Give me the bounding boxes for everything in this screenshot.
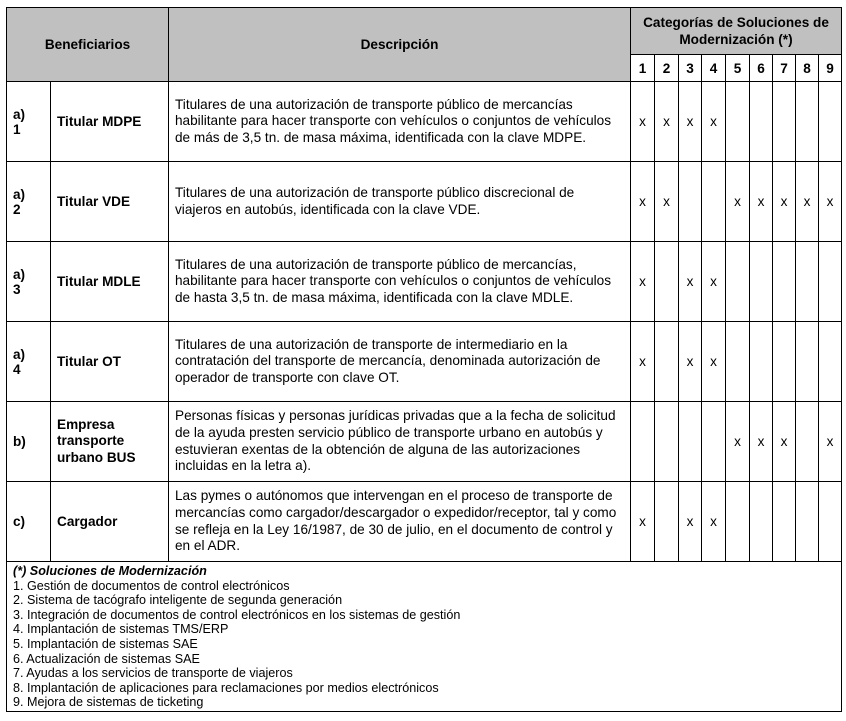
row-number: 4 bbox=[13, 361, 21, 377]
category-mark-3: x bbox=[679, 82, 702, 162]
beneficiary-description: Titulares de una autorización de transporte público de mercancías habilitante para hacer transporte con vehículos o conjuntos de vehículos de más de 3,5 tn. de masa máxima, identificada con la clave MDPE. bbox=[169, 82, 631, 162]
category-mark-8 bbox=[796, 482, 819, 562]
category-mark-9: x bbox=[819, 402, 842, 482]
category-mark-8 bbox=[796, 82, 819, 162]
category-mark-2: x bbox=[655, 162, 679, 242]
category-mark-5 bbox=[726, 482, 750, 562]
category-mark-3 bbox=[679, 402, 702, 482]
category-mark-4: x bbox=[702, 322, 726, 402]
header-descripcion: Descripción bbox=[169, 8, 631, 82]
category-mark-2: x bbox=[655, 82, 679, 162]
category-mark-9 bbox=[819, 322, 842, 402]
beneficiaries-table-document bbox=[6, 7, 842, 712]
note-item: 8. Implantación de aplicaciones para reclamaciones por medios electrónicos bbox=[13, 680, 439, 695]
notes-row bbox=[7, 562, 842, 712]
category-mark-7 bbox=[773, 242, 796, 322]
note-item: 9. Mejora de sistemas de ticketing bbox=[13, 695, 204, 710]
category-mark-2 bbox=[655, 242, 679, 322]
category-mark-6: x bbox=[750, 402, 773, 482]
header-categorias: Categorías de Soluciones de Modernización (*) bbox=[631, 8, 842, 55]
category-mark-1 bbox=[631, 402, 655, 482]
category-mark-6 bbox=[750, 482, 773, 562]
beneficiary-description: Titulares de una autorización de transporte público discrecional de viajeros en autobús, identificada con la clave VDE. bbox=[169, 162, 631, 242]
category-number-4: 4 bbox=[702, 55, 726, 82]
category-mark-1: x bbox=[631, 162, 655, 242]
row-label bbox=[7, 482, 51, 562]
category-number-6: 6 bbox=[750, 55, 773, 82]
beneficiary-description: Personas físicas y personas jurídicas privadas que a la fecha de solicitud de la ayuda presten servicio público de transporte urbano en autobús y estuvieran exentas de la obtención de alguna de las autorizaciones incluidas en la letra a). bbox=[169, 402, 631, 482]
note-item: 3. Integración de documentos de control electrónicos en los sistemas de gestión bbox=[13, 607, 461, 622]
category-mark-7 bbox=[773, 482, 796, 562]
category-number-3: 3 bbox=[679, 55, 702, 82]
row-number: 2 bbox=[13, 201, 21, 217]
category-mark-7 bbox=[773, 82, 796, 162]
category-mark-9 bbox=[819, 242, 842, 322]
row-label bbox=[7, 162, 51, 242]
note-item: 1. Gestión de documentos de control electrónicos bbox=[13, 578, 290, 593]
row-label bbox=[7, 242, 51, 322]
category-mark-8 bbox=[796, 402, 819, 482]
notes-cell bbox=[7, 562, 842, 712]
category-mark-8: x bbox=[796, 162, 819, 242]
category-mark-7: x bbox=[773, 402, 796, 482]
category-mark-5: x bbox=[726, 402, 750, 482]
row-label bbox=[7, 82, 51, 162]
category-mark-4 bbox=[702, 162, 726, 242]
category-mark-9 bbox=[819, 82, 842, 162]
category-mark-3: x bbox=[679, 322, 702, 402]
note-item: 2. Sistema de tacógrafo inteligente de segunda generación bbox=[13, 593, 343, 608]
category-number-9: 9 bbox=[819, 55, 842, 82]
table-row bbox=[7, 322, 842, 402]
beneficiary-name: Titular MDPE bbox=[51, 82, 169, 162]
category-mark-1: x bbox=[631, 322, 655, 402]
category-mark-6 bbox=[750, 82, 773, 162]
category-mark-3 bbox=[679, 162, 702, 242]
category-mark-5: x bbox=[726, 162, 750, 242]
beneficiary-description: Las pymes o autónomos que intervengan en el proceso de transporte de mercancías como cargador/descargador o expedidor/receptor, tal y como se refleja en la Ley 16/1987, de 30 de julio, en el documento de control y en el ADR. bbox=[169, 482, 631, 562]
note-item: 6. Actualización de sistemas SAE bbox=[13, 651, 200, 666]
category-mark-3: x bbox=[679, 242, 702, 322]
row-label bbox=[7, 322, 51, 402]
category-mark-4: x bbox=[702, 482, 726, 562]
notes-list bbox=[13, 579, 835, 710]
beneficiary-name: Cargador bbox=[51, 482, 169, 562]
row-number: 1 bbox=[13, 121, 21, 137]
table-row bbox=[7, 242, 842, 322]
header-beneficiarios: Beneficiarios bbox=[7, 8, 169, 82]
table-row bbox=[7, 402, 842, 482]
category-mark-5 bbox=[726, 322, 750, 402]
category-mark-4 bbox=[702, 402, 726, 482]
category-mark-8 bbox=[796, 242, 819, 322]
category-number-5: 5 bbox=[726, 55, 750, 82]
beneficiary-name: Titular OT bbox=[51, 322, 169, 402]
category-mark-2 bbox=[655, 322, 679, 402]
category-mark-1: x bbox=[631, 82, 655, 162]
category-mark-3: x bbox=[679, 482, 702, 562]
note-item: 5. Implantación de sistemas SAE bbox=[13, 636, 198, 651]
category-mark-4: x bbox=[702, 242, 726, 322]
row-letter: a) bbox=[13, 106, 26, 122]
category-mark-5 bbox=[726, 82, 750, 162]
beneficiary-name: Titular VDE bbox=[51, 162, 169, 242]
notes-title: (*) Soluciones de Modernización bbox=[13, 564, 207, 578]
category-mark-1: x bbox=[631, 482, 655, 562]
category-number-8: 8 bbox=[796, 55, 819, 82]
category-mark-2 bbox=[655, 482, 679, 562]
note-item: 4. Implantación de sistemas TMS/ERP bbox=[13, 622, 229, 637]
category-mark-4: x bbox=[702, 82, 726, 162]
category-mark-9 bbox=[819, 482, 842, 562]
beneficiary-name: Titular MDLE bbox=[51, 242, 169, 322]
category-mark-9: x bbox=[819, 162, 842, 242]
category-mark-8 bbox=[796, 322, 819, 402]
category-mark-6 bbox=[750, 322, 773, 402]
category-mark-2 bbox=[655, 402, 679, 482]
beneficiaries-table bbox=[6, 7, 842, 712]
category-number-7: 7 bbox=[773, 55, 796, 82]
note-item: 7. Ayudas a los servicios de transporte de viajeros bbox=[13, 666, 293, 681]
category-mark-7 bbox=[773, 322, 796, 402]
table-row bbox=[7, 82, 842, 162]
category-mark-6: x bbox=[750, 162, 773, 242]
beneficiary-description: Titulares de una autorización de transporte público de mercancías, habilitante para hacer transporte con vehículos o conjuntos de vehículos de hasta 3,5 tn. de masa máxima, identificada con la clave MDLE. bbox=[169, 242, 631, 322]
category-mark-1: x bbox=[631, 242, 655, 322]
row-label bbox=[7, 402, 51, 482]
category-number-1: 1 bbox=[631, 55, 655, 82]
row-letter: a) bbox=[13, 266, 26, 282]
row-letter: a) bbox=[13, 346, 26, 362]
row-letter: a) bbox=[13, 186, 26, 202]
category-mark-6 bbox=[750, 242, 773, 322]
row-letter: c) bbox=[13, 514, 26, 529]
beneficiary-description: Titulares de una autorización de transporte de intermediario en la contratación del transporte de mercancía, denominada autorización de operador de transporte con clave OT. bbox=[169, 322, 631, 402]
category-mark-7: x bbox=[773, 162, 796, 242]
category-mark-5 bbox=[726, 242, 750, 322]
header-row bbox=[7, 8, 842, 55]
category-number-2: 2 bbox=[655, 55, 679, 82]
table-row bbox=[7, 162, 842, 242]
table-row bbox=[7, 482, 842, 562]
row-number: 3 bbox=[13, 281, 21, 297]
beneficiary-name: Empresa transporte urbano BUS bbox=[51, 402, 169, 482]
row-letter: b) bbox=[13, 434, 26, 449]
